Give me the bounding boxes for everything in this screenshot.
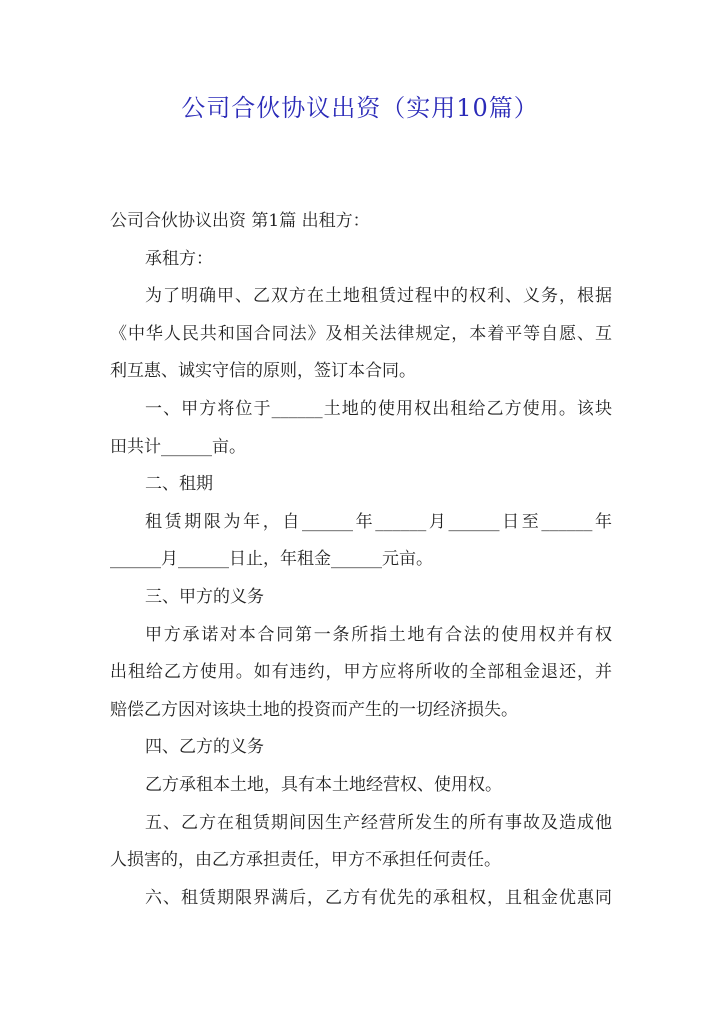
text-line: 人损害的，由乙方承担责任，甲方不承担任何责任。: [110, 850, 501, 871]
text-line: 乙方承租本土地，具有本土地经营权、使用权。: [145, 774, 502, 795]
text-line: 《中华人民共和国合同法》及相关法律规定，本着平等自愿、互: [110, 323, 612, 344]
text-line: 利互惠、诚实守信的原则，签订本合同。: [110, 361, 416, 382]
text-line: 一、甲方将位于______土地的使用权出租给乙方使用。该块: [145, 398, 612, 419]
text-line: 六、租赁期限界满后，乙方有优先的承租权，且租金优惠同: [145, 887, 612, 908]
text-line: 田共计______亩。: [110, 436, 246, 457]
text-line: 甲方承诺对本合同第一条所指土地有合法的使用权并有权: [145, 624, 612, 645]
text-line: 二、租期: [145, 474, 213, 495]
document-title: 公司合伙协议出资（实用10篇）: [181, 94, 539, 122]
text-line: 为了明确甲、乙双方在土地租赁过程中的权利、义务，根据: [145, 286, 612, 307]
text-line: 出租给乙方使用。如有违约，甲方应将所收的全部租金退还，并: [110, 662, 612, 683]
document-body: [110, 208, 612, 922]
text-line: 公司合伙协议出资 第1篇 出租方：: [110, 211, 370, 231]
text-line: 赔偿乙方因对该块土地的投资而产生的一切经济损失。: [110, 699, 518, 720]
text-line: 三、甲方的义务: [145, 586, 264, 607]
text-line: 四、乙方的义务: [145, 737, 264, 758]
text-line: ______月______日止，年租金______元亩。: [110, 549, 433, 570]
text-line: 承租方：: [145, 248, 213, 269]
text-line: 五、乙方在租赁期间因生产经营所发生的所有事故及造成他: [145, 812, 612, 833]
text-line: 租赁期限为年，自______年______月______日至______年: [145, 511, 612, 532]
